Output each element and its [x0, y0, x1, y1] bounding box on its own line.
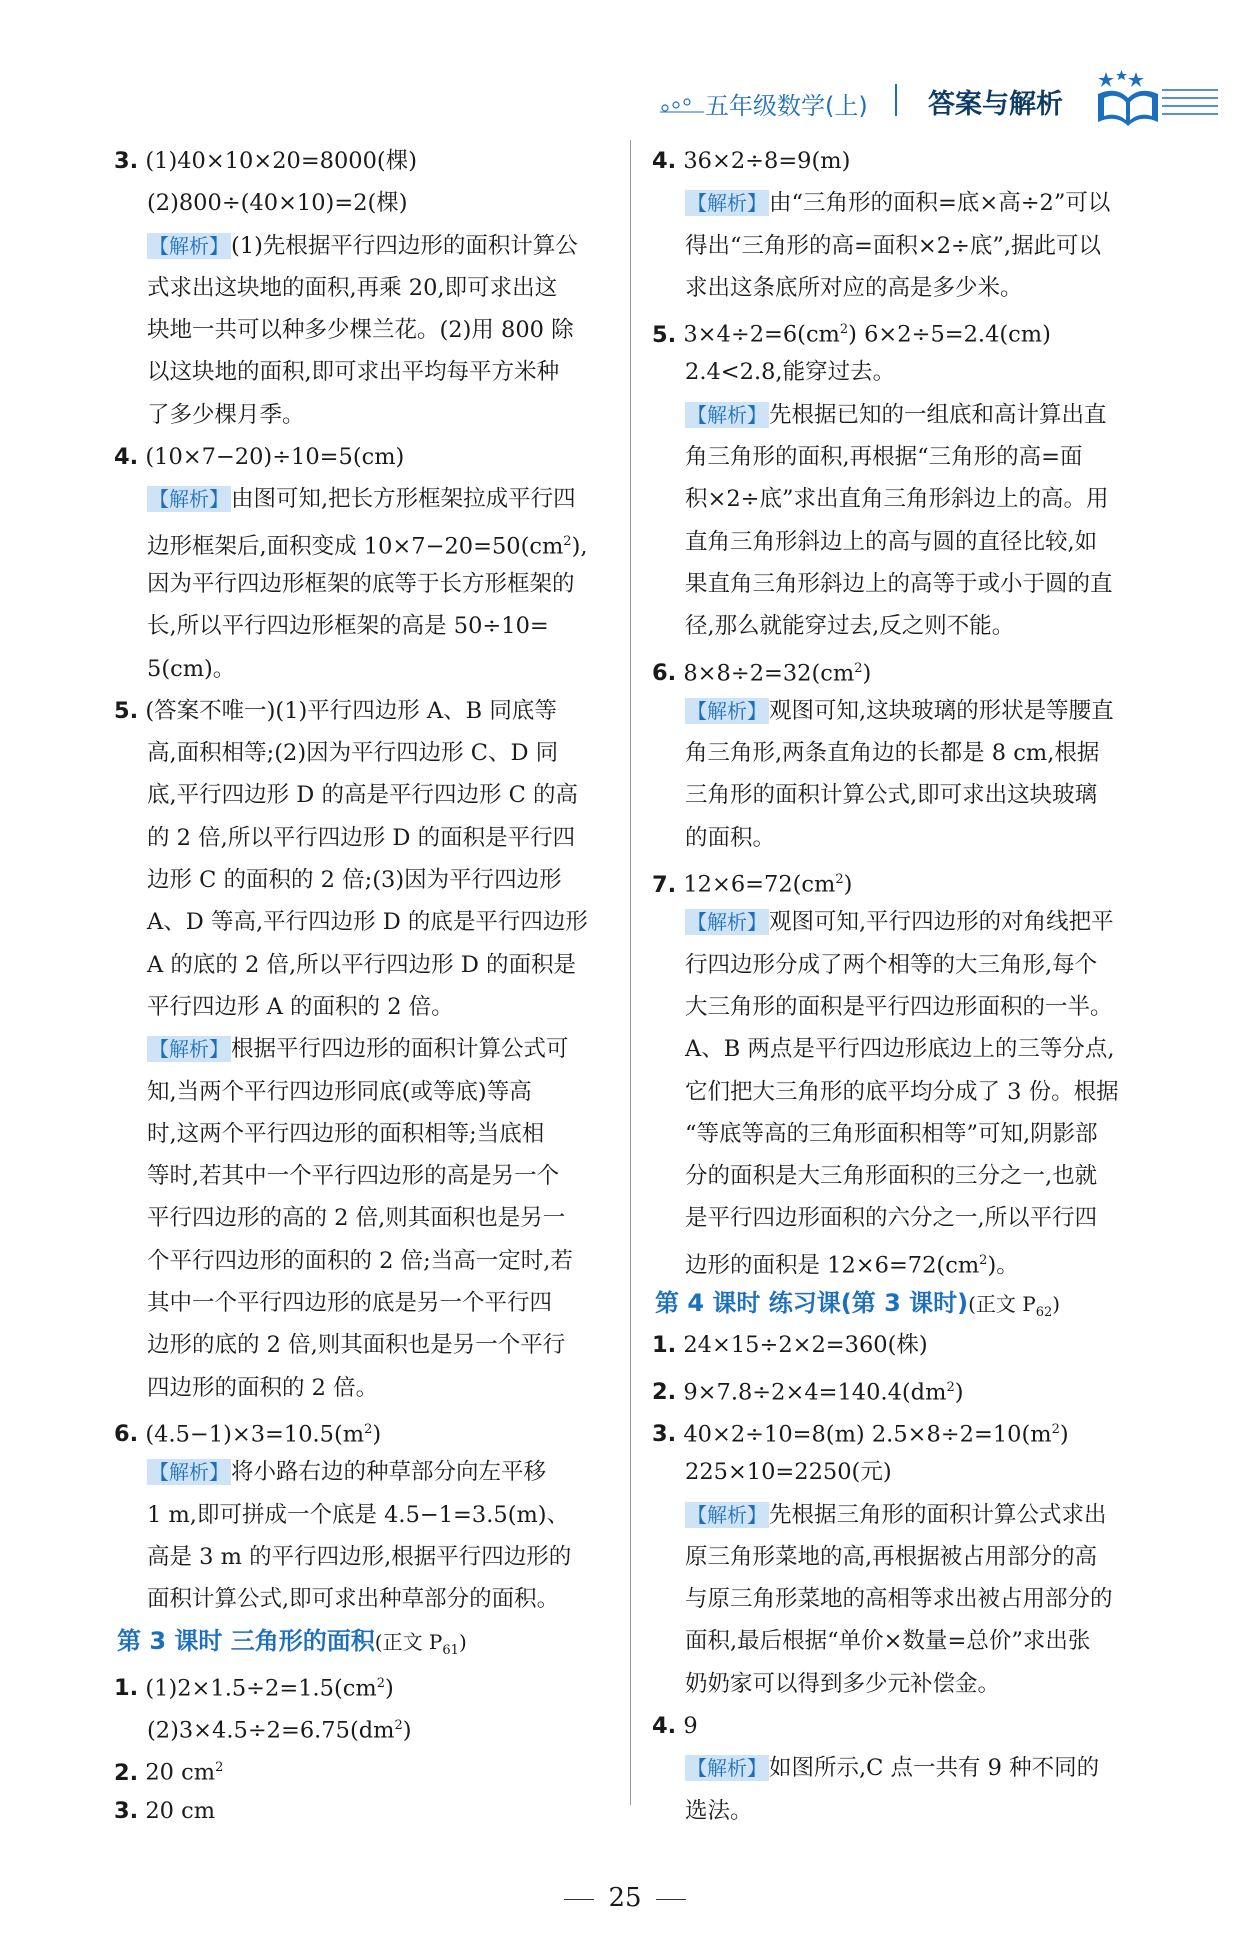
text-line: 了多少棵月季。: [147, 401, 305, 428]
text-line: 2. 20 $cm^2$: [114, 1759, 224, 1786]
text-line: 面积计算公式,即可求出种草部分的面积。: [147, 1586, 560, 1613]
text-line: 【解析】如图所示,C 点一共有 9 种不同的: [687, 1755, 1100, 1782]
text-line: 是平行四边形面积的六分之一,所以平行四: [685, 1205, 1098, 1232]
text-line: 5. (答案不唯一)(1)平行四边形 A、B 同底等: [114, 697, 557, 724]
text-line: 225×10=2250(元): [685, 1459, 892, 1486]
text-line: $(2)3\times 4.5\div 2=6.75(dm^2)$: [147, 1717, 412, 1744]
text-line: 底,平行四边形 D 的高是平行四边形 C 的高: [147, 782, 579, 809]
section-heading: 第 3 课时 三角形的面积(正文 $P_{61}$): [117, 1627, 467, 1659]
text-line: 7. $12\times 6=72(cm^2)$: [652, 871, 853, 898]
text-line: (2)800÷(40×10)=2(棵): [147, 190, 408, 217]
text-line: 三角形的面积计算公式,即可求出这块玻璃: [685, 782, 1098, 809]
book-logo-icon: [1090, 68, 1220, 128]
text-line: 式求出这块地的面积,再乘 20,即可求出这: [147, 274, 558, 301]
text-line: 3. 40×2÷10=8(m) $2.5\times 8\div 2=10(m^2)$: [652, 1421, 1069, 1448]
text-line: 奶奶家可以得到多少元补偿金。: [685, 1670, 1001, 1697]
text-line: 面积,最后根据“单价×数量=总价”求出张: [685, 1628, 1091, 1655]
text-line: 果直角三角形斜边上的高等于或小于圆的直: [685, 570, 1113, 597]
text-line: 的面积。: [685, 824, 776, 851]
page-header: [660, 78, 1220, 138]
text-line: 【解析】根据平行四边形的面积计算公式可: [149, 1036, 569, 1063]
text-line: 积×2÷底”求出直角三角形斜边上的高。用: [685, 486, 1109, 513]
text-line: 的 2 倍,所以平行四边形 D 的面积是平行四: [147, 824, 576, 851]
text-line: 1. $(1)2\times 1.5\div 2=1.5(cm^2)$: [114, 1675, 394, 1702]
text-line: 平行四边形 A 的面积的 2 倍。: [147, 993, 454, 1020]
text-line: 6. $8\times 8\div 2=32(cm^2)$: [652, 660, 872, 687]
text-line: 知,当两个平行四边形同底(或等底)等高: [147, 1078, 532, 1105]
text-line: 4. (10×7−20)÷10=5(cm): [114, 444, 405, 471]
text-line: 平行四边形的高的 2 倍,则其面积也是另一: [147, 1205, 566, 1232]
text-line: 与原三角形菜地的高相等求出被占用部分的: [685, 1586, 1113, 1613]
left-column: [114, 140, 617, 1832]
text-line: 等时,若其中一个平行四边形的高是另一个: [147, 1163, 560, 1190]
text-line: 【解析】由“三角形的面积=底×高÷2”可以: [687, 190, 1111, 217]
text-line: 边形的底的 2 倍,则其面积也是另一个平行: [147, 1332, 566, 1359]
text-line: 以这块地的面积,即可求出平均每平方米种: [147, 359, 560, 386]
text-line: 高是 3 m 的平行四边形,根据平行四边形的: [147, 1543, 572, 1570]
text-line: A 的底的 2 倍,所以平行四边形 D 的面积是: [147, 951, 577, 978]
text-line: 【解析】先根据已知的一组底和高计算出直: [687, 401, 1107, 428]
text-line: 边形框架后,面积变成 $10\times 7-20=50(cm^2)$,: [147, 533, 588, 560]
text-line: 边形的面积是 $12\times 6=72(cm^2)$。: [685, 1252, 1019, 1279]
text-line: 5. $3\times 4\div 2=6(cm^2)$ 6×2÷5=2.4(cm): [652, 321, 1051, 348]
header-separator: [895, 84, 897, 116]
text-line: 3. 20 cm: [114, 1797, 216, 1824]
text-line: 6. $(4.5-1)\times 3=10.5(m^2)$: [114, 1421, 382, 1448]
text-line: 大三角形的面积是平行四边形面积的一半。: [685, 993, 1113, 1020]
text-line: 它们把大三角形的底平均分成了 3 份。根据: [685, 1078, 1119, 1105]
text-line: 时,这两个平行四边形的面积相等;当底相: [147, 1120, 545, 1147]
text-line: 角三角形,两条直角边的长都是 8 cm,根据: [685, 740, 1100, 767]
text-line: 边形 C 的面积的 2 倍;(3)因为平行四边形: [147, 867, 562, 894]
text-line: 求出这条底所对应的高是多少米。: [685, 274, 1023, 301]
text-line: A、D 等高,平行四边形 D 的底是平行四边形: [147, 909, 588, 936]
text-line: 四边形的面积的 2 倍。: [147, 1374, 379, 1401]
text-line: 【解析】先根据三角形的面积计算公式求出: [687, 1501, 1107, 1528]
text-line: 1. 24×15÷2×2=360(株): [652, 1332, 928, 1359]
text-line: 因为平行四边形框架的底等于长方形框架的: [147, 570, 575, 597]
column-divider: [630, 140, 631, 1805]
subject-label: 五年级数学(上): [705, 92, 868, 120]
text-line: 【解析】将小路右边的种草部分向左平移: [149, 1459, 547, 1486]
text-line: 角三角形的面积,再根据“三角形的高=面: [685, 444, 1083, 471]
text-line: 4. 36×2÷8=9(m): [652, 148, 851, 174]
text-line: 2.4<2.8,能穿过去。: [685, 359, 896, 386]
text-line: 个平行四边形的面积的 2 倍;当高一定时,若: [147, 1247, 573, 1274]
text-line: 2. $9\times 7.8\div 2\times 4=140.4(dm^2)$: [652, 1379, 964, 1406]
dots-decoration-icon: [660, 96, 704, 114]
text-line: 原三角形菜地的高,再根据被占用部分的高: [685, 1543, 1098, 1570]
text-line: 长,所以平行四边形框架的高是 50÷10=: [147, 613, 549, 640]
page-number: [0, 1883, 1250, 1913]
text-line: 其中一个平行四边形的底是另一个平行四: [147, 1290, 553, 1317]
text-line: 块地一共可以种多少棵兰花。(2)用 800 除: [147, 317, 574, 344]
text-line: 5(cm)。: [147, 655, 236, 682]
text-line: 选法。: [685, 1797, 753, 1824]
page-number-text: 25: [608, 1883, 642, 1913]
text-line: 分的面积是大三角形面积的三分之一,也就: [685, 1163, 1098, 1190]
text-line: 3. (1)40×10×20=8000(棵): [114, 148, 417, 174]
text-line: “等底等高的三角形面积相等”可知,阴影部: [685, 1120, 1098, 1147]
text-line: 【解析】观图可知,平行四边形的对角线把平: [687, 909, 1114, 936]
text-line: 1 m,即可拼成一个底是 4.5−1=3.5(m)、: [147, 1501, 570, 1528]
text-line: 【解析】观图可知,这块玻璃的形状是等腰直: [687, 697, 1114, 724]
text-line: 高,面积相等;(2)因为平行四边形 C、D 同: [147, 740, 559, 767]
text-line: 行四边形分成了两个相等的大三角形,每个: [685, 951, 1098, 978]
text-line: 【解析】由图可知,把长方形框架拉成平行四: [149, 486, 576, 513]
text-line: 【解析】(1)先根据平行四边形的面积计算公: [149, 232, 578, 259]
text-line: A、B 两点是平行四边形底边上的三等分点,: [685, 1036, 1115, 1063]
right-column: [652, 140, 1155, 1832]
text-line: 4. 9: [652, 1712, 698, 1739]
text-line: 径,那么就能穿过去,反之则不能。: [685, 613, 1015, 640]
section-heading: 第 4 课时 练习课(第 3 课时)(正文 $P_{62}$): [655, 1289, 1061, 1321]
text-line: 得出“三角形的高=面积×2÷底”,据此可以: [685, 232, 1102, 259]
page-title: 答案与解析: [928, 89, 1063, 120]
text-line: 直角三角形斜边上的高与圆的直径比较,如: [685, 528, 1098, 555]
